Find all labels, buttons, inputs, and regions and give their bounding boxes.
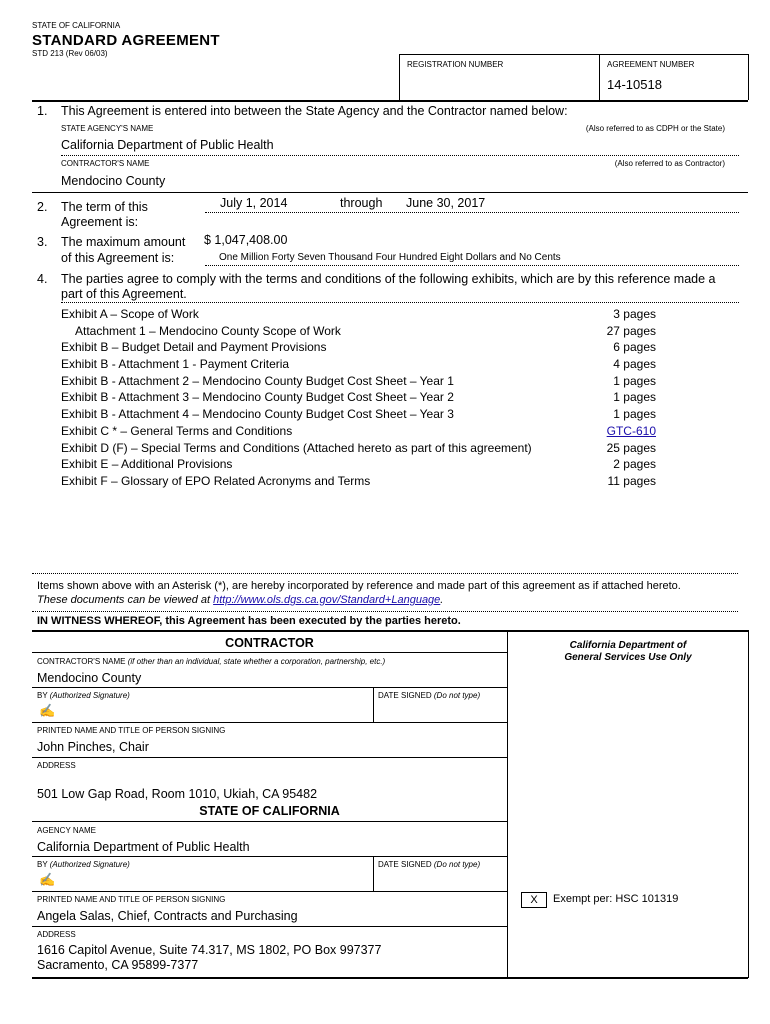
form-code: STD 213 (Rev 06/03)	[32, 49, 108, 58]
contractor-address[interactable]: 501 Low Gap Road, Room 1010, Ukiah, CA 95482	[37, 787, 318, 801]
exhibit-pages: 3 pages	[613, 307, 656, 321]
section4-number: 4.	[37, 272, 48, 286]
agency-name-note: (Also referred to as CDPH or the State)	[585, 124, 725, 133]
state-agency-label: AGENCY NAME	[37, 826, 96, 835]
registration-number-label: REGISTRATION NUMBER	[407, 60, 504, 69]
exhibit-list	[61, 306, 581, 490]
contractor-heading: CONTRACTOR	[225, 636, 314, 650]
state-by-label: BY (Authorized Signature)	[37, 860, 130, 869]
gtc-610-link[interactable]: GTC-610	[606, 423, 656, 438]
standard-language-link[interactable]: http://www.ols.dgs.ca.gov/Standard+Language	[213, 594, 441, 606]
exhibit-pages: 11 pages	[607, 473, 656, 488]
term-label-2: Agreement is:	[61, 215, 139, 229]
exhibit-pages: 2 pages	[613, 457, 656, 472]
agency-name-label: STATE AGENCY'S NAME	[61, 124, 154, 133]
exhibit-pages-list	[580, 306, 656, 490]
exhibit-pages: 4 pages	[613, 357, 656, 372]
exhibit-pages: 1 pages	[613, 390, 656, 405]
term-through: through	[340, 196, 383, 210]
form-title: STANDARD AGREEMENT	[32, 32, 220, 49]
contractor-address-label: ADDRESS	[37, 761, 76, 770]
amount-label-2: of this Agreement is:	[61, 251, 175, 265]
contractor-name-label: CONTRACTOR'S NAME	[61, 159, 150, 168]
exhibit-row: Exhibit B - Attachment 2 – Mendocino County Budget Cost Sheet – Year 1	[61, 373, 454, 388]
exhibit-row: Exhibit B - Attachment 1 - Payment Criteria	[61, 357, 290, 372]
exhibit-pages: 25 pages	[606, 440, 656, 455]
state-date-label: DATE SIGNED (Do not type)	[378, 860, 481, 869]
state-printed-name[interactable]: Angela Salas, Chief, Contracts and Purchasing	[37, 909, 298, 923]
agreement-number-field[interactable]: 14-10518	[607, 77, 662, 92]
contractor-date-label: DATE SIGNED (Do not type)	[378, 691, 481, 700]
exhibit-row: Exhibit A – Scope of Work	[61, 307, 199, 321]
contractor-name-note: (Also referred to as Contractor)	[614, 159, 725, 168]
contractor-printed-name[interactable]: John Pinches, Chair	[37, 740, 149, 754]
view-documents-note: These documents can be viewed at http://www.ols.dgs.ca.gov/Standard+Language.	[37, 594, 444, 606]
amount-in-words: One Million Forty Seven Thousand Four Hundred Eight Dollars and No Cents	[219, 252, 561, 263]
exhibit-row: Exhibit B - Attachment 4 – Mendocino County Budget Cost Sheet – Year 3	[61, 407, 454, 422]
section3-number: 3.	[37, 235, 48, 249]
contractor-printed-label: PRINTED NAME AND TITLE OF PERSON SIGNING	[37, 726, 226, 735]
exhibit-pages: 1 pages	[613, 407, 656, 422]
exhibit-pages: 6 pages	[613, 340, 656, 355]
exhibit-row: Exhibit F – Glossary of EPO Related Acronyms and Terms	[61, 473, 371, 488]
exempt-label: Exempt per: HSC 101319	[553, 893, 679, 905]
exhibit-row: Exhibit C * – General Terms and Conditions	[61, 423, 293, 438]
state-heading: STATE OF CALIFORNIA	[199, 804, 340, 818]
state-address-label: ADDRESS	[37, 930, 76, 939]
amount-label-1: The maximum amount	[61, 235, 186, 249]
exhibit-row: Exhibit B – Budget Detail and Payment Provisions	[61, 340, 327, 355]
section4-text-1: The parties agree to comply with the terms and conditions of the following exhibits, which are by this reference made a	[61, 272, 716, 286]
agreement-number-label: AGREEMENT NUMBER	[607, 60, 695, 69]
section2-number: 2.	[37, 200, 48, 214]
asterisk-note: Items shown above with an Asterisk (*), are hereby incorporated by reference and made part of this agreement as if attached hereto.	[37, 580, 681, 592]
term-end-date[interactable]: June 30, 2017	[406, 196, 486, 210]
contractor-by-label: BY (Authorized Signature)	[37, 691, 130, 700]
exhibit-row: Exhibit B - Attachment 3 – Mendocino County Budget Cost Sheet – Year 2	[61, 390, 454, 405]
max-amount-field[interactable]: $ 1,047,408.00	[204, 233, 288, 247]
signature-pen-icon[interactable]: ✍	[39, 872, 56, 887]
section1-number: 1.	[37, 104, 48, 118]
dgs-use-only: California Department of General Services Use Only	[564, 640, 692, 663]
signature-pen-icon[interactable]: ✍	[39, 703, 56, 718]
state-agency-name[interactable]: California Department of Public Health	[37, 840, 250, 854]
state-address-line-2[interactable]: Sacramento, CA 95899-7377	[37, 958, 199, 972]
contractor-name-value[interactable]: Mendocino County	[37, 671, 142, 685]
exempt-checkbox[interactable]: X	[521, 892, 547, 908]
contractor-name-field[interactable]: Mendocino County	[61, 174, 166, 188]
state-printed-label: PRINTED NAME AND TITLE OF PERSON SIGNING	[37, 895, 226, 904]
exhibit-pages: 1 pages	[613, 373, 656, 388]
exhibit-row: Exhibit D (F) – Special Terms and Conditions (Attached hereto as part of this agreement)	[61, 440, 532, 455]
exhibit-pages: 27 pages	[606, 323, 656, 338]
exhibit-row: Attachment 1 – Mendocino County Scope of Work	[75, 323, 341, 338]
term-start-date[interactable]: July 1, 2014	[220, 196, 288, 210]
agency-name-field[interactable]: California Department of Public Health	[61, 138, 274, 152]
state-label: STATE OF CALIFORNIA	[32, 21, 121, 30]
witness-statement: IN WITNESS WHEREOF, this Agreement has been executed by the parties hereto.	[37, 615, 461, 627]
state-address-line-1[interactable]: 1616 Capitol Avenue, Suite 74.317, MS 1802, PO Box 997377	[37, 943, 382, 957]
exhibit-row: Exhibit E – Additional Provisions	[61, 457, 233, 472]
section4-text-2: part of this Agreement.	[61, 287, 187, 301]
exhibit-pages	[580, 423, 656, 440]
section1-text: This Agreement is entered into between the State Agency and the Contractor named below:	[61, 104, 568, 118]
term-label-1: The term of this	[61, 200, 148, 214]
contractor-name-label-2: CONTRACTOR'S NAME (if other than an individual, state whether a corporation, partnership, etc.)	[37, 657, 386, 666]
